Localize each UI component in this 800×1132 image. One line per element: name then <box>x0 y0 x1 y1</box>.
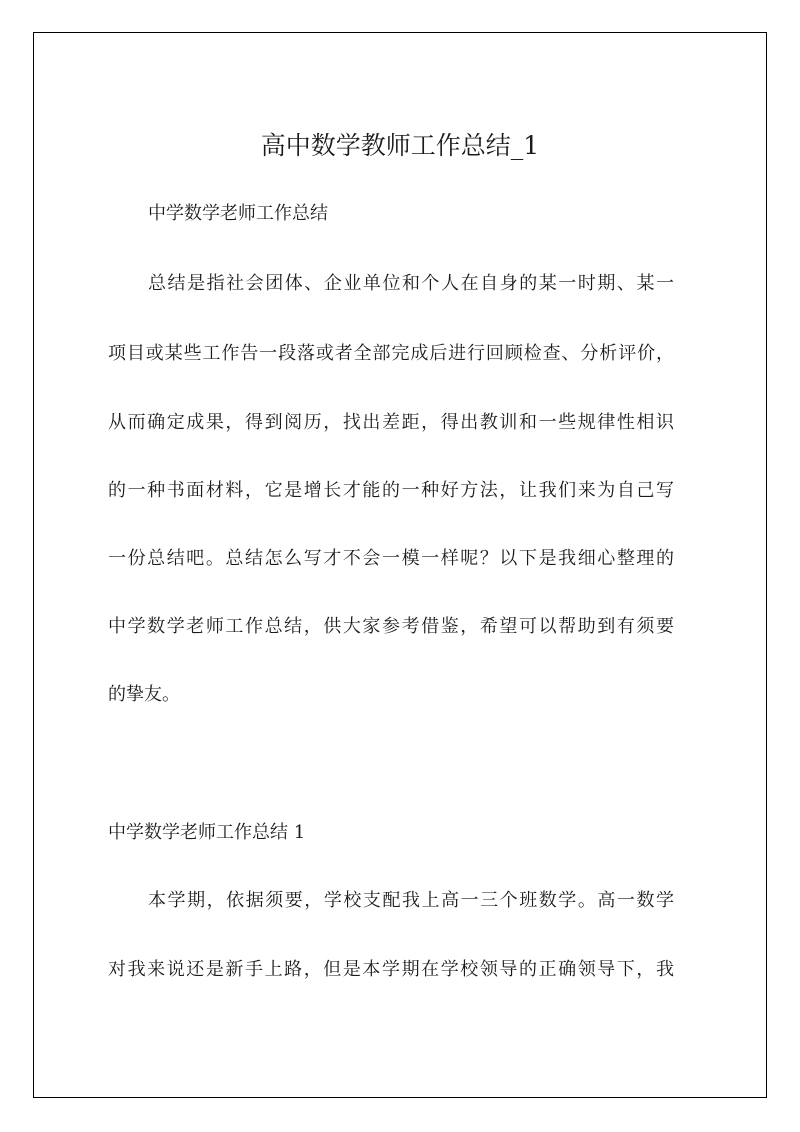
document-title: 高中数学教师工作总结_1 <box>260 131 540 160</box>
section-line: 对我来说还是新手上路，但是本学期在学校领导的正确领导下，我 <box>108 959 674 980</box>
section-heading: 中学数学老师工作总结 1 <box>108 822 306 843</box>
intro-line: 总结是指社会团体、企业单位和个人在自身的某一时期、某一 <box>148 273 674 294</box>
intro-line: 项目或某些工作告一段落或者全部完成后进行回顾检查、分析评价， <box>108 343 674 364</box>
intro-line: 一份总结吧。总结怎么写才不会一模一样呢？以下是我细心整理的 <box>108 548 674 569</box>
intro-line: 的挚友。 <box>108 684 180 705</box>
section-line: 本学期，依据须要，学校支配我上高一三个班数学。高一数学 <box>148 890 674 911</box>
document-subtitle: 中学数学老师工作总结 <box>148 203 328 224</box>
intro-line: 从而确定成果，得到阅历，找出差距，得出教训和一些规律性相识 <box>108 412 674 433</box>
intro-line: 中学数学老师工作总结，供大家参考借鉴，希望可以帮助到有须要 <box>108 616 674 637</box>
intro-line: 的一种书面材料，它是增长才能的一种好方法，让我们来为自己写 <box>108 480 674 501</box>
